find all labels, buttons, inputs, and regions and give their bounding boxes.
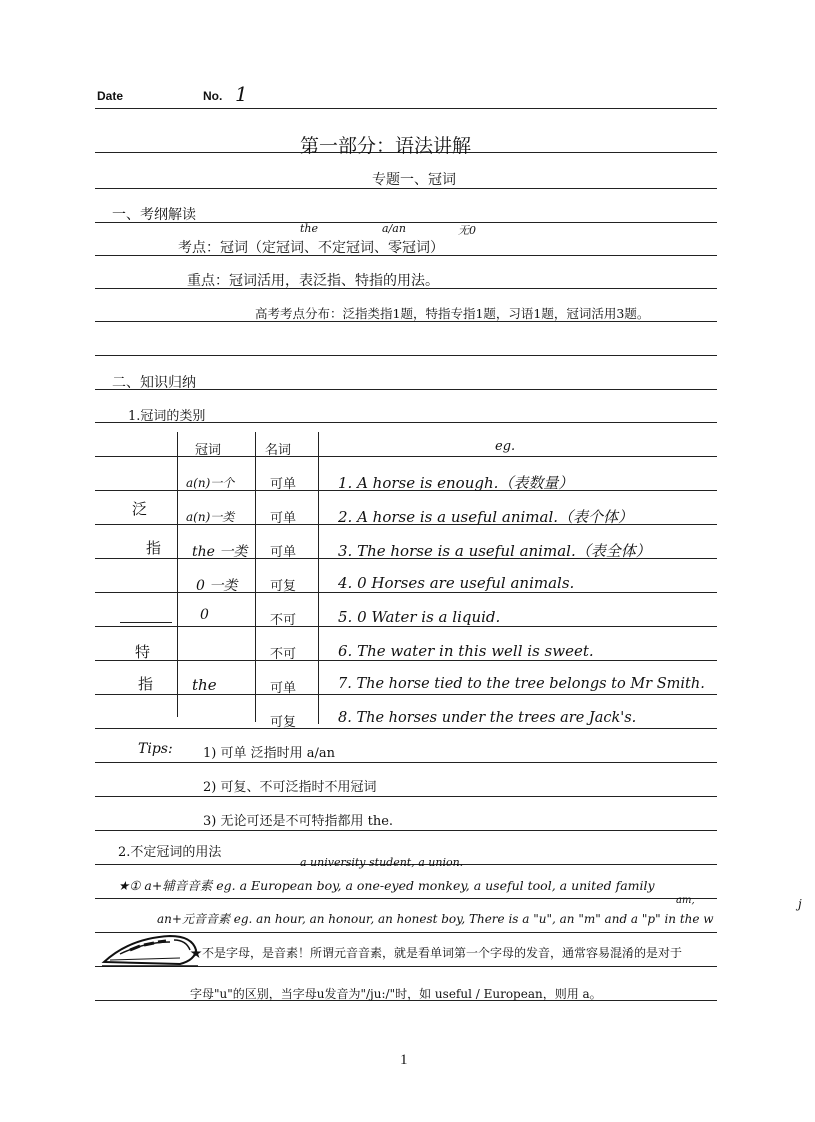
row-noun: 可单 bbox=[270, 545, 297, 560]
ruled-line bbox=[95, 796, 717, 797]
row-article: a(n)一类 bbox=[186, 510, 235, 524]
row-article: a(n)一个 bbox=[186, 476, 235, 490]
row-example: 8. The horses under the trees are Jack's. bbox=[338, 710, 637, 726]
number-label: No. bbox=[203, 89, 223, 103]
group-separator bbox=[120, 622, 172, 623]
table-divider bbox=[318, 432, 319, 724]
row-example: 6. The water in this well is sweet. bbox=[338, 642, 594, 660]
rule-annotation-j: j bbox=[798, 897, 802, 911]
syllabus-line-key-points: 考点：冠词（定冠词、不定冠词、零冠词） bbox=[178, 240, 444, 256]
row-example: 2. A horse is a useful animal.（表个体） bbox=[338, 508, 634, 526]
table-header-article: 冠词 bbox=[195, 443, 222, 458]
row-example: 7. The horse tied to the tree belongs to Mr Smith. bbox=[338, 676, 705, 692]
table-header-noun: 名词 bbox=[265, 443, 292, 458]
row-noun: 可单 bbox=[270, 681, 297, 696]
annotation-a-an: a/an bbox=[382, 222, 406, 235]
page-no-value: 1 bbox=[235, 82, 248, 106]
row-example: 1. A horse is enough.（表数量） bbox=[338, 474, 574, 492]
tips-label: Tips: bbox=[138, 741, 173, 757]
row-noun: 不可 bbox=[270, 647, 297, 662]
group-label-specific: 特 bbox=[135, 643, 151, 661]
page-number: 1 bbox=[400, 1052, 408, 1068]
rule-u-note: 字母"u"的区别，当字母u发音为"/ju:/"时，如 useful / European，则用 a。 bbox=[190, 987, 602, 1001]
topic-subtitle: 专题一、冠词 bbox=[372, 172, 456, 188]
row-noun: 可单 bbox=[270, 477, 297, 492]
ruled-line bbox=[95, 728, 717, 729]
ruled-line bbox=[95, 355, 717, 356]
subheading-article-types: 1.冠词的类别 bbox=[128, 409, 206, 424]
row-noun: 不可 bbox=[270, 613, 297, 628]
ruled-line bbox=[95, 626, 717, 627]
ruled-line bbox=[95, 830, 717, 831]
syllabus-line-focus: 重点：冠词活用，表泛指、特指的用法。 bbox=[187, 273, 439, 289]
section-heading-knowledge: 二、知识归纳 bbox=[112, 375, 196, 391]
row-noun: 可复 bbox=[270, 715, 297, 730]
annotation-zero: 无0 bbox=[458, 224, 476, 237]
row-article: the bbox=[192, 676, 217, 694]
tip-item: 2) 可复、不可泛指时不用冠词 bbox=[203, 780, 377, 795]
ruled-line bbox=[95, 592, 717, 593]
group-label-specific: 指 bbox=[138, 675, 154, 693]
table-divider bbox=[255, 432, 256, 722]
date-label: Date bbox=[97, 89, 124, 103]
table-divider bbox=[177, 432, 178, 717]
section-heading-syllabus: 一、考纲解读 bbox=[112, 207, 196, 223]
row-noun: 可复 bbox=[270, 579, 297, 594]
row-article: the 一类 bbox=[192, 544, 248, 560]
header-rule bbox=[95, 108, 717, 109]
tip-item: 3) 无论可还是不可特指都用 the. bbox=[203, 814, 394, 829]
rule-annotation: am, bbox=[676, 895, 695, 906]
row-example: 3. The horse is a useful animal.（表全体） bbox=[338, 542, 651, 560]
subheading-indefinite-article: 2.不定冠词的用法 bbox=[118, 845, 222, 860]
group-label-generic: 指 bbox=[146, 539, 162, 557]
annotation-the: the bbox=[300, 222, 319, 235]
row-example: 4. 0 Horses are useful animals. bbox=[338, 574, 575, 592]
note-above-rule: a university student, a union. bbox=[300, 856, 464, 869]
star-note: ★不是字母，是音素！所谓元音音素，就是看单词第一个字母的发音，通常容易混淆的是对于 bbox=[190, 946, 683, 960]
rule-consonant: ★① a+辅音音素 eg. a European boy, a one-eyed monkey, a useful tool, a united family bbox=[118, 878, 655, 893]
row-article: 0 bbox=[200, 607, 209, 623]
ruled-line bbox=[95, 898, 717, 899]
row-noun: 可单 bbox=[270, 511, 297, 526]
ruled-line bbox=[95, 456, 717, 457]
ruled-line bbox=[95, 660, 717, 661]
train-doodle bbox=[100, 920, 200, 970]
ruled-line bbox=[95, 762, 717, 763]
syllabus-line-distribution: 高考考点分布：泛指类指1题，特指专指1题，习语1题，冠词活用3题。 bbox=[255, 306, 650, 321]
ruled-line bbox=[95, 694, 717, 695]
tip-item: 1) 可单 泛指时用 a/an bbox=[203, 746, 335, 761]
row-article: 0 一类 bbox=[196, 578, 238, 594]
rule-vowel: an+元音音素 eg. an hour, an honour, an honest boy, There is a "u", an "m" and a "p" in the w bbox=[157, 912, 714, 926]
page-title: 第一部分：语法讲解 bbox=[300, 135, 472, 157]
row-example: 5. 0 Water is a liquid. bbox=[338, 608, 501, 626]
group-label-generic: 泛 bbox=[132, 500, 148, 518]
table-header-example: eg. bbox=[495, 439, 516, 454]
